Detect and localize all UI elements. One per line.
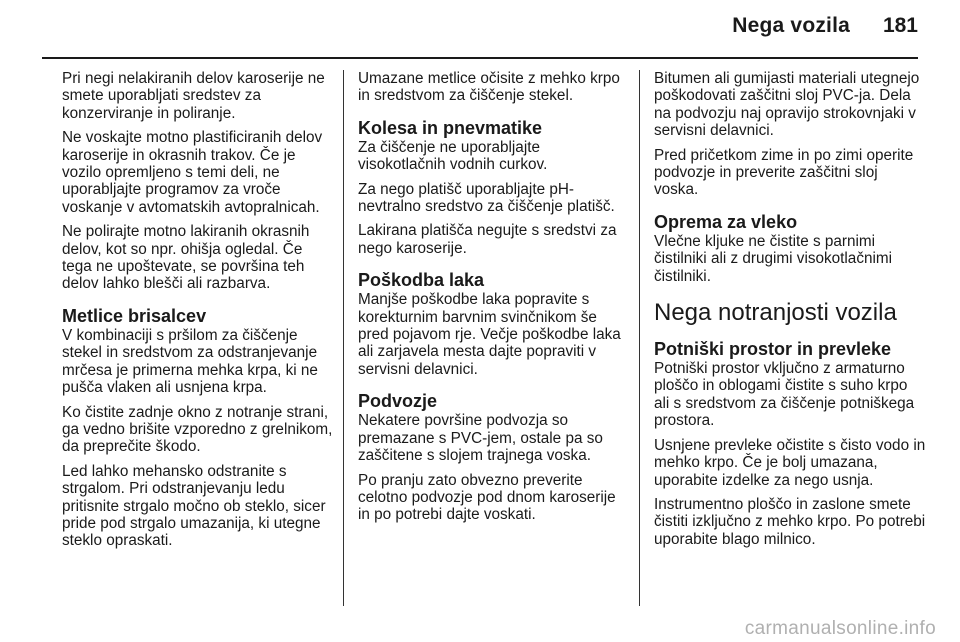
watermark: carmanualsonline.info	[744, 618, 936, 639]
paragraph: Nekatere površine podvozja so premazane s PVC-jem, ostale pa so zaščitene s slojem trajnega voska.	[358, 412, 603, 465]
paragraph: Ne voskajte motno plastificiranih delov karoserije in okrasnih trakov. Če je vozilo opremljeno s temi deli, ne uporabljajte programov za vroče voskanje v avtomatskih avtopralnicah.	[62, 129, 323, 216]
paragraph: Pred pričetkom zime in po zimi operite podvozje in preverite zaščitni sloj voska.	[654, 146, 914, 199]
section-heading-wheels: Kolesa in pnevmatike	[358, 117, 543, 138]
paragraph: Pri negi nelakiranih delov karoserije ne smete uporabljati sredstev za konzerviranje in poliranje.	[62, 70, 325, 122]
column-1	[62, 70, 334, 557]
paragraph: Za nego platišč uporabljajte pH-nevtralno sredstvo za čiščenje platišč.	[358, 180, 615, 216]
page-number: 181	[882, 14, 918, 37]
chapter-heading-interior: Nega notranjosti vozila	[654, 299, 897, 327]
page-header	[0, 0, 960, 56]
paragraph: Ne polirajte motno lakiranih okrasnih delov, kot so npr. ohišja ogledal. Če tega ne upoštevate, se površina teh delov lahko blešči ali razbarva.	[62, 223, 310, 293]
paragraph: Po pranju zato obvezno preverite celotno podvozje pod dnom karoserije in po potrebi dajte voskati.	[358, 471, 616, 524]
paragraph: Vlečne kljuke ne čistite s parnimi čistilniki ali z drugimi visokotlačnimi čistilniki.	[654, 232, 893, 285]
paragraph: Usnjene prevleke očistite s čisto vodo in mehko krpo. Če je bolj umazana, uporabite izdelke za nego usnja.	[654, 436, 926, 489]
column-2	[358, 70, 630, 531]
section-heading-wipers: Metlice brisalcev	[62, 305, 207, 326]
column-3	[654, 70, 926, 555]
paragraph: V kombinaciji s pršilom za čiščenje stekel in sredstvom za odstranjevanje mrčesa je primerna mehka krpa, ki ne pušča vlaken ali usnjena krpa.	[62, 326, 318, 397]
paragraph: Lakirana platišča negujte s sredstvi za nego karoserije.	[358, 222, 617, 257]
paragraph: Ko čistite zadnje okno z notranje strani, ga vedno brišite vzporedno z grelnikom, da preprečite škodo.	[62, 403, 333, 456]
paragraph: Led lahko mehansko odstranite s strgalom. Pri odstranjevanju ledu pritisnite strgalo močno ob steklo, sicer pride pod strgalo umazanija, ki utegne steklo opraskati.	[62, 462, 326, 550]
section-heading-towing: Oprema za vleko	[654, 211, 798, 232]
paragraph: Umazane metlice očisite z mehko krpo in sredstvom za čiščenje stekel.	[358, 70, 620, 105]
paragraph: Za čiščenje ne uporabljajte visokotlačnih vodnih curkov.	[358, 138, 548, 174]
section-heading-paint: Poškodba laka	[358, 270, 485, 291]
page-title: Nega vozila	[732, 14, 850, 37]
paragraph: Instrumentno ploščo in zaslone smete čistiti izključno z mehko krpo. Po potrebi uporabite blago milnico.	[654, 495, 926, 548]
paragraph: Bitumen ali gumijasti materiali utegnejo poškodovati zaščitni sloj PVC-ja. Dela na podvozju naj opravijo strokovnjaki v servisni delavnici.	[654, 70, 920, 140]
section-heading-passenger: Potniški prostor in prevleke	[654, 339, 892, 360]
column-divider-2	[639, 70, 640, 606]
column-divider-1	[343, 70, 344, 606]
section-heading-underbody: Podvozje	[358, 391, 438, 412]
header-divider	[42, 57, 918, 59]
paragraph: Manjše poškodbe laka popravite s korekturnim barvnim svinčnikom še pred pojavom rje. Večje poškodbe laka ali zarjavela mesta dajte popraviti v servisni delavnici.	[358, 291, 621, 378]
paragraph: Potniški prostor vključno z armaturno ploščo in oblogami čistite s suho krpo ali s sredstvom za čiščenje potniškega prostora.	[654, 360, 915, 430]
